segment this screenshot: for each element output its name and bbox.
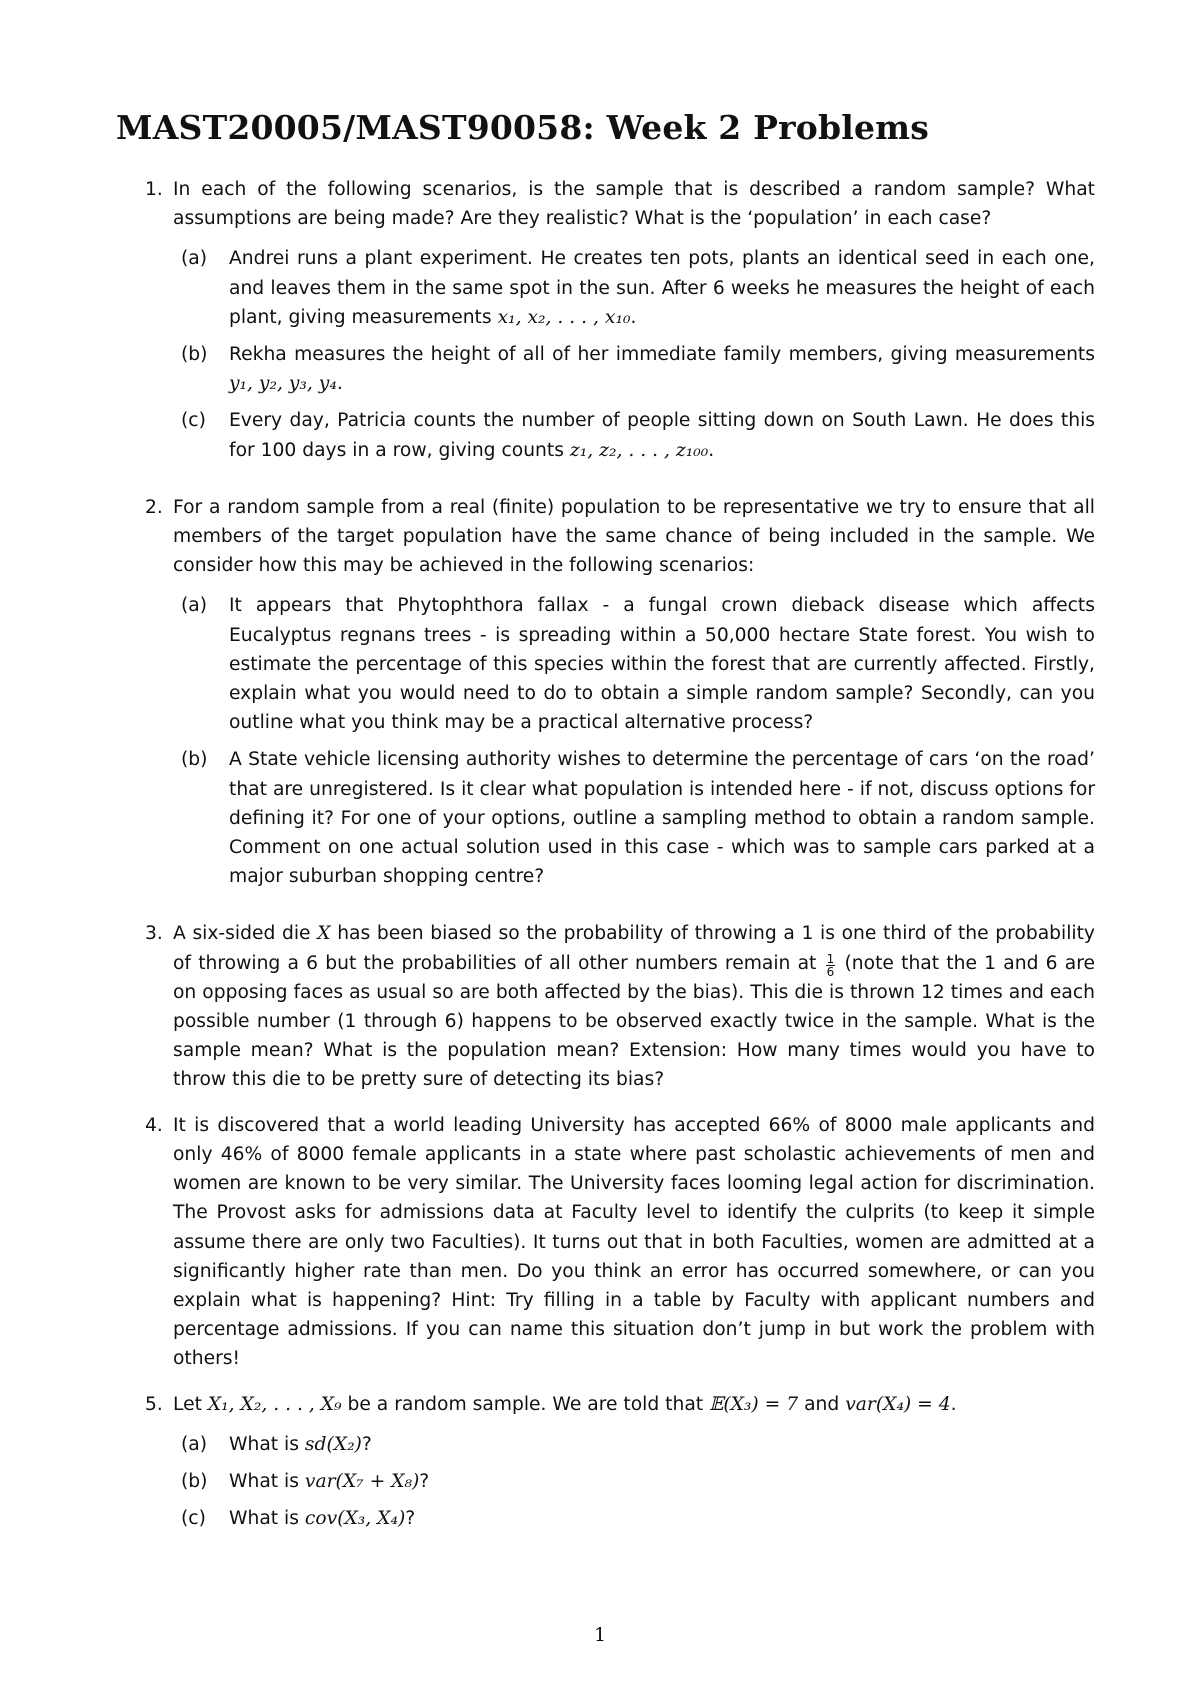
problem-number: 4. [145,1114,163,1136]
math-expression: cov(X₃, X₄) [304,1508,406,1530]
math-expression: 𝔼(X₃) = 7 [709,1393,799,1415]
sub-question-text [229,244,1095,332]
problem-2 [145,493,1095,900]
sub-question-label: (a) [181,248,208,270]
problem-text [173,919,1095,1094]
problem-prose: and [804,1393,840,1415]
problem-4 [145,1111,1095,1374]
punctuation: . [950,1393,957,1415]
math-expression: x₁, x₂, . . . , x₁₀ [497,306,631,328]
problem-prose: be a random sample. We are told that [347,1393,704,1415]
sub-question-text [229,340,1095,398]
sub-question-5a [173,1430,1095,1459]
problem-body [173,1390,1095,1542]
math-expression: X₁, X₂, . . . , X₉ [207,1393,342,1415]
sub-question-text: It appears that Phytophthora fallax - a fungal crown dieback disease which affects Eucalyptus regnans trees - is spreading within a 50,000 hectare State forest. You wish to estimate the percentage of this species within the forest that are currently affected. Firstly, explain what you would need to do to obtain a simple random sample? Secondly, can you outline what you think may be a practical alternative process? [229,595,1095,734]
sub-question-label: (b) [181,344,208,366]
problem-5 [145,1390,1095,1542]
math-variable: X [317,923,331,945]
problem-number: 5. [145,1393,163,1415]
problem-body [173,493,1095,900]
sub-question-text [229,1504,1095,1533]
problem-list [145,175,1095,1541]
sub-question-list [173,244,1095,464]
sub-question-label: (c) [181,1508,206,1530]
sub-question-5b [173,1467,1095,1496]
fraction [826,953,836,978]
punctuation: . [630,306,637,328]
page-number: 1 [593,1624,607,1646]
problem-prose: A six-sided die [173,923,311,945]
problem-text: It is discovered that a world leading University has accepted 66% of 8000 male applicants and only 46% of 8000 female applicants in a state where past scholastic achievements of men and women are known to be very similar. The University faces looming legal action for discrimination. The Provost asks for admissions data at Faculty level to identify the culprits (to keep it simple assume there are only two Faculties). It turns out that in both Faculties, women are admitted at a significantly higher rate than men. Do you think an error has occurred somewhere, or can you explain what is happening? Hint: Try filling in a table by Faculty with applicant numbers and percentage admissions. If you can name this situation don’t jump in but work the problem with others! [173,1114,1095,1370]
problem-intro [173,1390,1095,1419]
sub-question-5c [173,1504,1095,1533]
punctuation: . [336,373,343,395]
problem-number: 1. [145,179,163,200]
problem-1 [145,175,1095,473]
sub-question-2b [173,745,1095,891]
sub-question-label: (b) [181,1470,208,1492]
sub-question-list [173,591,1095,891]
problem-intro: For a random sample from a real (finite) population to be representative we try to ensure that all members of the target population have the same chance of being included in the sample. We consider how this may be achieved in the following scenarios: [173,496,1095,577]
math-expression: var(X₄) = 4 [845,1393,951,1415]
punctuation: . [708,439,715,461]
sub-question-label: (b) [181,749,208,771]
punctuation: ? [419,1470,430,1492]
problem-body [173,175,1095,473]
sub-question-prose: Rekha measures the height of all of her immediate family members, giving measurements [229,344,1095,366]
problem-number: 3. [145,923,163,945]
problem-prose: Let [173,1393,202,1415]
sub-question-label: (c) [181,410,206,432]
sub-question-label: (a) [181,1433,208,1455]
fraction-denominator: 6 [826,964,835,979]
sub-question-prose: What is [229,1470,299,1492]
sub-question-prose: What is [229,1508,299,1530]
sub-question-text: A State vehicle licensing authority wishes to determine the percentage of cars ‘on the road’ that are unregistered. Is it clear what population is intended here - if not, discuss options for defining it? For one of your options, outline a sampling method to obtain a random sample. Comment on one actual solution used in this case - which was to sample cars parked at a major suburban shopping centre? [229,749,1095,888]
problem-prose: has been biased so the probability of throwing a 1 is one third of the probability of throwing a 6 but the probabilities of all other numbers remain at [173,923,1095,974]
sub-question-text [229,1467,1095,1496]
problem-intro: In each of the following scenarios, is the sample that is described a random sample? What assumptions are being made? Are they realistic? What is the ‘population’ in each case? [173,179,1095,230]
math-expression: var(X₇ + X₈) [304,1470,420,1492]
sub-question-text [229,1430,1095,1459]
math-expression: sd(X₂) [304,1433,362,1455]
problem-number: 2. [145,496,163,518]
math-expression: y₁, y₂, y₃, y₄ [229,373,337,395]
punctuation: ? [405,1508,416,1530]
sub-question-prose: Every day, Patricia counts the number of people sitting down on South Lawn. He does this for 100 days in a row, giving counts [229,410,1095,461]
sub-question-1b [173,340,1095,398]
fraction-numerator: 1 [826,951,835,966]
math-expression: z₁, z₂, . . . , z₁₀₀ [569,439,709,461]
sub-question-label: (a) [181,595,208,617]
page-title: MAST20005/MAST90058: Week 2 Problems [116,108,930,147]
sub-question-list [173,1430,1095,1534]
sub-question-2a [173,591,1095,737]
problem-3 [145,919,1095,1094]
sub-question-text [229,406,1095,464]
sub-question-prose: Andrei runs a plant experiment. He creates ten pots, plants an identical seed in each one, and leaves them in the same spot in the sun. After 6 weeks he measures the height of each plant, giving measurements [229,248,1095,328]
punctuation: ? [361,1433,372,1455]
sub-question-1c [173,406,1095,464]
problem-prose: (note that the 1 and 6 are on opposing faces as usual so are both affected by the bias). This die is thrown 12 times and each possible number (1 through 6) happens to be observed exactly twice in the sample. What is the sample mean? What is the population mean? Extension: How many times would you have to throw this die to be pretty sure of detecting its bias? [173,952,1095,1091]
sub-question-prose: What is [229,1433,299,1455]
sub-question-1a [173,244,1095,332]
